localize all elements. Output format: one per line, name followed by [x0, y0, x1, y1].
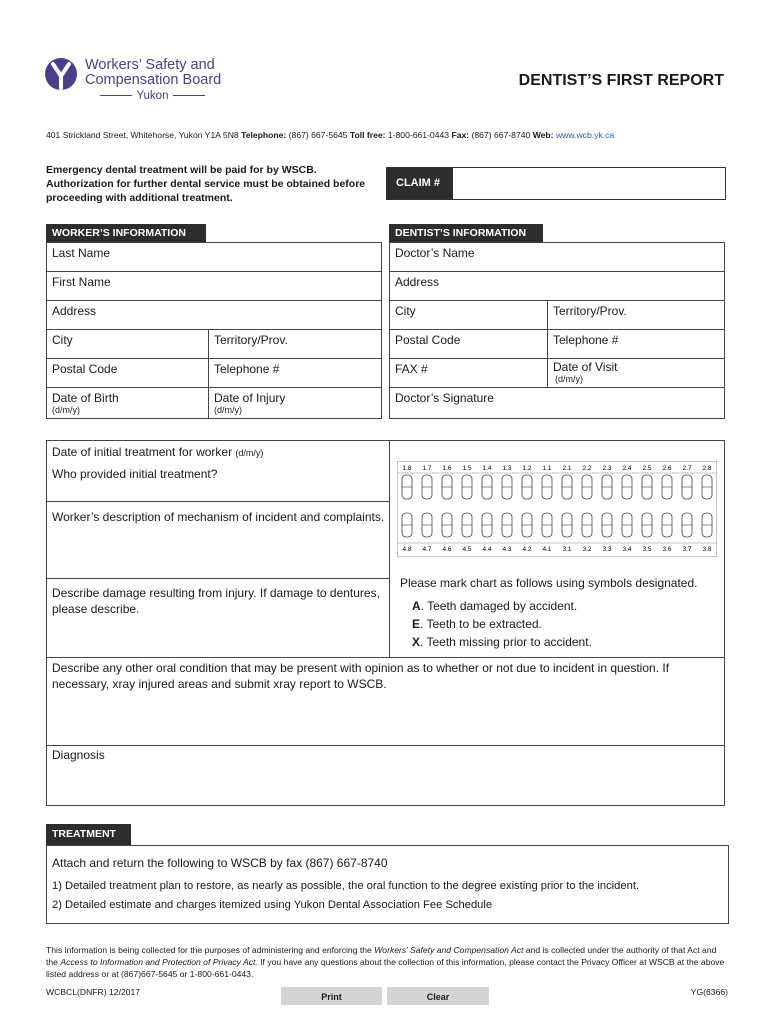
doi-label: Date of Injury: [214, 391, 286, 405]
initial-date-label: [52, 445, 263, 459]
initial-date-text: Date of initial treatment for worker: [52, 445, 233, 459]
worker-address-label: Address: [52, 304, 97, 318]
org-line-1: Workers’ Safety and: [85, 57, 215, 73]
initial-treatment-box[interactable]: [46, 440, 390, 578]
worker-territory-label: Territory/Prov.: [214, 333, 288, 347]
dentist-telephone-field[interactable]: [548, 330, 725, 359]
worker-territory-field[interactable]: [209, 330, 382, 359]
lower-tooth-label: 4.7: [422, 546, 432, 553]
wscb-logo-icon: [44, 55, 78, 93]
worker-address-field[interactable]: [47, 301, 382, 330]
print-button[interactable]: Print: [281, 987, 382, 1005]
legend-x-text: . Teeth missing prior to accident.: [420, 635, 592, 649]
lower-tooth-label: 3.8: [702, 546, 712, 553]
dentist-address-field[interactable]: [390, 272, 725, 301]
legend-a-key: A: [412, 599, 421, 613]
dentist-telephone-label: Telephone #: [553, 333, 619, 347]
legend-x-key: X: [412, 635, 421, 649]
fax-label: Fax:: [451, 130, 470, 140]
org-line-2: Compensation Board: [85, 72, 222, 88]
upper-tooth-label: 1.3: [502, 465, 512, 472]
lower-tooth-label: 3.7: [682, 546, 692, 553]
divider: [46, 501, 390, 502]
dentist-city-field[interactable]: [390, 301, 548, 330]
dob-label: Date of Birth: [52, 391, 119, 405]
first-name-label: First Name: [52, 275, 111, 289]
initial-date-format: (d/m/y): [235, 448, 264, 458]
legend-a: [412, 598, 577, 616]
worker-city-field[interactable]: [47, 330, 209, 359]
clear-button[interactable]: Clear: [387, 987, 489, 1005]
upper-tooth-label: 1.4: [482, 465, 492, 472]
dentist-city-label: City: [395, 304, 416, 318]
upper-tooth-label: 2.6: [662, 465, 672, 472]
lower-tooth-label: 3.3: [602, 546, 612, 553]
upper-tooth-label: 2.3: [602, 465, 612, 472]
visit-date-field[interactable]: [548, 359, 725, 388]
upper-tooth-label: 1.2: [522, 465, 532, 472]
lower-tooth-label: 3.5: [642, 546, 652, 553]
form-code: WCBCL(DNFR) 12/2017: [46, 987, 141, 997]
dentist-postal-label: Postal Code: [395, 333, 461, 347]
doi-format: (d/m/y): [214, 405, 242, 415]
upper-tooth-label: 1.5: [462, 465, 472, 472]
upper-tooth-label: 2.5: [642, 465, 652, 472]
worker-telephone-label: Telephone #: [214, 362, 280, 376]
diagnosis-box[interactable]: [46, 745, 725, 807]
lower-tooth-label: 4.6: [442, 546, 452, 553]
lower-tooth-label: 4.3: [502, 546, 512, 553]
last-name-field[interactable]: [47, 243, 382, 272]
emergency-note: Emergency dental treatment will be paid for by WSCB. Authorization for further dental service must be obtained before proceeding with additional treatment.: [46, 164, 366, 204]
fax-value: (867) 667-8740: [471, 130, 531, 140]
org-name: [85, 58, 221, 104]
web-label: Web:: [532, 130, 554, 140]
tel-value: (867) 667-5645: [288, 130, 348, 140]
dob-field[interactable]: [47, 388, 209, 419]
claim-field[interactable]: [386, 167, 726, 200]
lower-tooth-label: 4.5: [462, 546, 472, 553]
legend-e-text: . Teeth to be extracted.: [420, 617, 542, 631]
worker-postal-label: Postal Code: [52, 362, 118, 376]
upper-tooth-label: 1.1: [542, 465, 552, 472]
worker-city-label: City: [52, 333, 73, 347]
dentist-fax-label: FAX #: [395, 362, 428, 376]
dentist-territory-field[interactable]: [548, 301, 725, 330]
treatment-item-1: 1) Detailed treatment plan to restore, as nearly as possible, the oral function to the degree existing prior to the incident.: [52, 880, 640, 892]
tollfree-label: Toll free:: [349, 130, 386, 140]
dentist-fax-field[interactable]: [390, 359, 548, 388]
doi-field[interactable]: [209, 388, 382, 419]
page-title: DENTIST’S FIRST REPORT: [518, 72, 724, 89]
upper-tooth-label: 2.8: [702, 465, 712, 472]
first-name-field[interactable]: [47, 272, 382, 301]
dob-format: (d/m/y): [52, 405, 80, 415]
attach-instruction: Attach and return the following to WSCB by fax (867) 667-8740: [52, 856, 388, 870]
legend-e-key: E: [412, 617, 421, 631]
org-sub: Yukon: [85, 89, 220, 104]
tooth-chart[interactable]: [397, 461, 717, 557]
dentist-territory-label: Territory/Prov.: [553, 304, 627, 318]
treatment-heading: TREATMENT: [46, 824, 131, 845]
tel-label: Telephone:: [241, 130, 287, 140]
upper-tooth-label: 1.8: [402, 465, 412, 472]
dentist-info-heading: DENTIST’S INFORMATION: [389, 224, 543, 242]
lower-tooth-label: 3.2: [582, 546, 592, 553]
legend-x: [412, 634, 592, 652]
dentist-address-label: Address: [395, 275, 440, 289]
visit-date-format: (d/m/y): [555, 374, 583, 384]
signature-label: Doctor’s Signature: [395, 391, 494, 405]
legend-a-text: . Teeth damaged by accident.: [420, 599, 578, 613]
lower-tooth-label: 4.1: [542, 546, 552, 553]
legend-e: [412, 616, 542, 634]
upper-tooth-label: 2.7: [682, 465, 692, 472]
lower-tooth-label: 4.8: [402, 546, 412, 553]
lower-tooth-label: 4.4: [482, 546, 492, 553]
upper-tooth-label: 1.6: [442, 465, 452, 472]
treatment-item-2: 2) Detailed estimate and charges itemized using Yukon Dental Association Fee Schedule: [52, 899, 493, 911]
upper-tooth-label: 1.7: [422, 465, 432, 472]
worker-info-heading: WORKER’S INFORMATION: [46, 224, 206, 242]
privacy-notice: [46, 944, 726, 980]
upper-tooth-label: 2.1: [562, 465, 572, 472]
mechanism-label: Worker’s description of mechanism of incident and complaints.: [52, 510, 385, 524]
visit-date-label: Date of Visit: [553, 360, 618, 374]
damage-label: Describe damage resulting from injury. If damage to dentures, please describe.: [52, 586, 380, 616]
privacy-text-2: and is collected under the authority of that Act and the: [46, 945, 717, 967]
privacy-text-3: If you have any questions about the collection of this information, please contact the Privacy Officer at WSCB at the above listed address or at (867)667-5645 or 1-800-661-0443.: [46, 957, 725, 979]
dentist-info-table: [389, 242, 725, 419]
last-name-label: Last Name: [52, 246, 111, 260]
worker-telephone-field[interactable]: [209, 359, 382, 388]
doctor-name-field[interactable]: [390, 243, 725, 272]
privacy-act-1: Workers’ Safety and Compensation Act: [374, 945, 524, 955]
lower-tooth-label: 4.2: [522, 546, 532, 553]
lower-tooth-label: 3.1: [562, 546, 572, 553]
lower-tooth-label: 3.4: [622, 546, 632, 553]
contact-line: [46, 130, 614, 140]
upper-tooth-label: 2.4: [622, 465, 632, 472]
diagnosis-label: Diagnosis: [52, 748, 105, 762]
yg-code: YG(6366): [690, 987, 728, 997]
doctor-name-label: Doctor’s Name: [395, 246, 475, 260]
privacy-text-1: This information is being collected for the purposes of administering and enforcing the: [46, 945, 372, 955]
dentist-postal-field[interactable]: [390, 330, 548, 359]
who-provided-label: Who provided initial treatment?: [52, 467, 218, 481]
upper-tooth-label: 2.2: [582, 465, 592, 472]
other-condition-label: Describe any other oral condition that may be present with opinion as to whether or not due to incident in question. If necessary, xray injured areas and submit xray report to WSCB.: [52, 661, 670, 691]
web-link[interactable]: www.wcb.yk.ca: [555, 130, 615, 140]
worker-postal-field[interactable]: [47, 359, 209, 388]
worker-info-table: [46, 242, 382, 419]
lower-tooth-label: 3.6: [662, 546, 672, 553]
street-address: 401 Strickland Street, Whitehorse, Yukon Y1A 5N8: [46, 130, 239, 140]
signature-field[interactable]: [390, 388, 725, 419]
legend-intro: Please mark chart as follows using symbols designated.: [400, 576, 698, 590]
privacy-act-2: Access to Information and Protection of Privacy Act.: [60, 957, 258, 967]
tollfree-value: 1-800-661-0443: [387, 130, 450, 140]
claim-label: CLAIM #: [387, 168, 453, 199]
